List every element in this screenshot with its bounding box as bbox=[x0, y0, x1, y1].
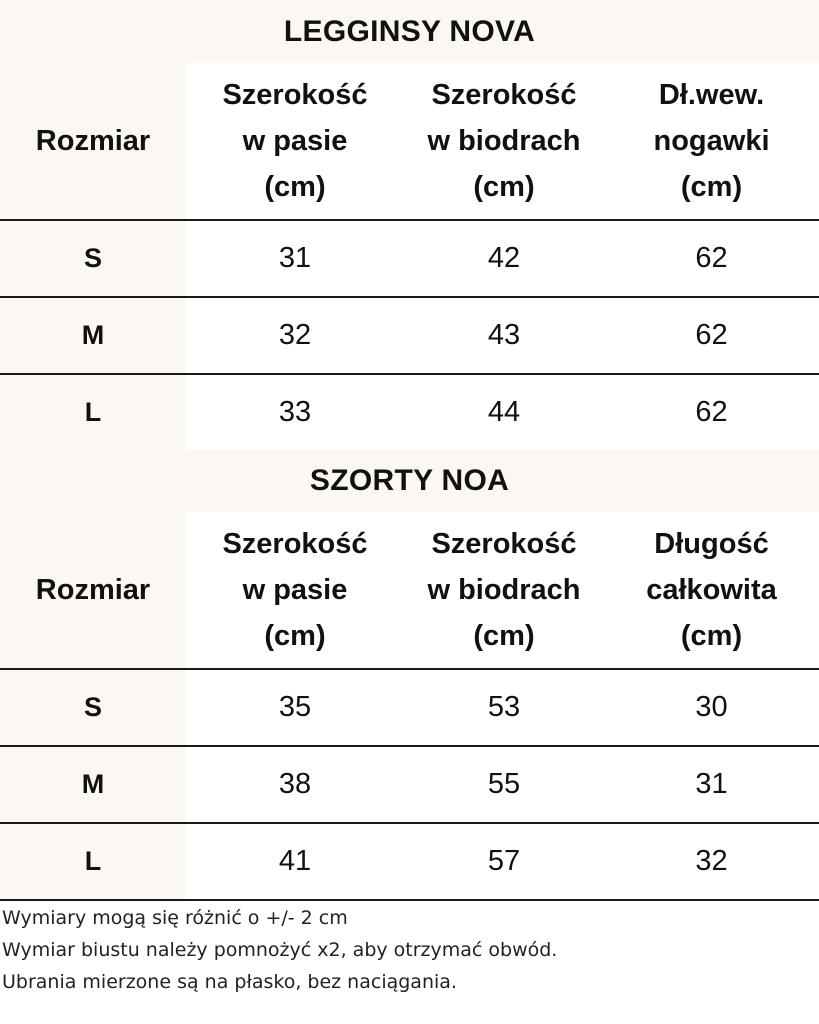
header-line: (cm) bbox=[473, 620, 535, 652]
header-waist bbox=[186, 512, 404, 668]
header-line: w biodrach bbox=[427, 574, 581, 606]
inseam-value: 62 bbox=[695, 319, 728, 351]
header-line: Szerokość bbox=[431, 79, 577, 111]
leggings-size-table bbox=[0, 0, 819, 452]
header-line: w biodrach bbox=[427, 125, 581, 157]
size-label: S bbox=[0, 221, 186, 296]
header-line: (cm) bbox=[264, 620, 326, 652]
size-label: M bbox=[0, 747, 186, 822]
header-line: Szerokość bbox=[222, 79, 368, 111]
waist-value: 35 bbox=[278, 691, 312, 723]
table-row bbox=[0, 745, 819, 822]
table-row bbox=[0, 373, 819, 450]
header-row bbox=[0, 512, 819, 668]
note-line: Wymiary mogą się różnić o +/- 2 cm bbox=[2, 907, 348, 929]
size-label: L bbox=[0, 824, 186, 899]
header-line: w pasie bbox=[242, 125, 348, 157]
table-row bbox=[0, 296, 819, 373]
hips-value: 43 bbox=[487, 319, 521, 351]
header-line: Długość bbox=[654, 528, 769, 560]
shorts-size-table bbox=[0, 450, 819, 901]
header-line: w pasie bbox=[242, 574, 348, 606]
header-row bbox=[0, 63, 819, 219]
waist-value: 33 bbox=[278, 396, 312, 428]
header-line: Szerokość bbox=[431, 528, 577, 560]
length-value: 30 bbox=[695, 691, 728, 723]
waist-value: 41 bbox=[278, 845, 312, 877]
hips-value: 42 bbox=[487, 242, 521, 274]
hips-value: 53 bbox=[487, 691, 521, 723]
header-line: (cm) bbox=[473, 171, 535, 203]
length-value: 32 bbox=[695, 845, 728, 877]
header-hips bbox=[404, 63, 604, 219]
measurement-notes bbox=[0, 902, 819, 998]
header-line: Dł.wew. bbox=[658, 79, 765, 111]
note-line: Wymiar biustu należy pomnożyć x2, aby otrzymać obwód. bbox=[2, 939, 558, 961]
table-row bbox=[0, 219, 819, 296]
table-row bbox=[0, 822, 819, 899]
waist-value: 32 bbox=[278, 319, 312, 351]
header-line: (cm) bbox=[264, 171, 326, 203]
header-line: Szerokość bbox=[222, 528, 368, 560]
waist-value: 31 bbox=[278, 242, 312, 274]
waist-value: 38 bbox=[278, 768, 312, 800]
size-label: L bbox=[0, 375, 186, 450]
hips-value: 55 bbox=[487, 768, 521, 800]
header-hips bbox=[404, 512, 604, 668]
size-label: S bbox=[0, 670, 186, 745]
hips-value: 57 bbox=[487, 845, 521, 877]
inseam-value: 62 bbox=[695, 396, 728, 428]
header-size: Rozmiar bbox=[0, 63, 186, 219]
size-label: M bbox=[0, 298, 186, 373]
inseam-value: 62 bbox=[695, 242, 728, 274]
table-title: SZORTY NOA bbox=[0, 450, 819, 512]
table-title: LEGGINSY NOVA bbox=[0, 0, 819, 63]
table-divider bbox=[0, 899, 819, 901]
header-inseam bbox=[604, 63, 819, 219]
length-value: 31 bbox=[695, 768, 728, 800]
hips-value: 44 bbox=[487, 396, 521, 428]
header-line: (cm) bbox=[680, 620, 743, 652]
note-line: Ubrania mierzone są na płasko, bez naciągania. bbox=[2, 971, 457, 993]
header-line: (cm) bbox=[680, 171, 743, 203]
header-waist bbox=[186, 63, 404, 219]
table-row bbox=[0, 668, 819, 745]
header-line: nogawki bbox=[653, 125, 770, 157]
header-length bbox=[604, 512, 819, 668]
header-size: Rozmiar bbox=[0, 512, 186, 668]
header-line: całkowita bbox=[646, 574, 777, 606]
